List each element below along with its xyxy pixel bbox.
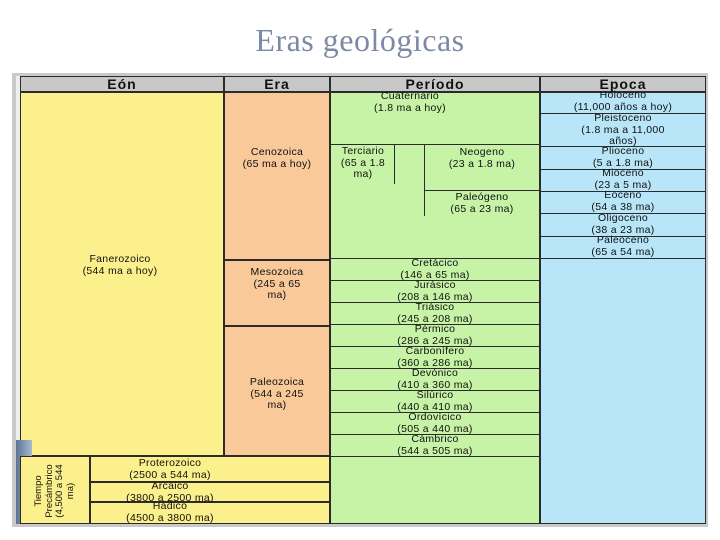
period-devonico-label: Devónico (410 a 360 ma) xyxy=(397,367,473,391)
era-arcaico-label: Arcaico (3800 a 2500 ma) xyxy=(126,480,214,504)
era-mesozoica-label: Mesozoica (245 a 65 ma) xyxy=(250,266,304,301)
line-paleoceno-bottom xyxy=(540,258,706,259)
header-epoca: Epoca xyxy=(540,76,706,92)
era-proterozoico-label: Proterozoico (2500 a 544 ma) xyxy=(129,457,211,481)
era-hadico-label: Hádico (4500 a 3800 ma) xyxy=(126,500,214,524)
period-permico-label: Pérmico (286 a 245 ma) xyxy=(397,323,473,347)
period-terciario-label: Terciario (65 a 1.8 ma) xyxy=(340,145,386,180)
epoch-holoceno-label: Holoceno (11,000 años a hoy) xyxy=(573,89,673,113)
period-carbonifero-label: Carbonífero (360 a 286 ma) xyxy=(397,345,473,369)
slide-title: Eras geológicas xyxy=(255,22,465,58)
line-terciario-split xyxy=(424,144,425,216)
era-paleozoica-label: Paleozoica (544 a 245 ma) xyxy=(249,376,305,411)
epoch-mioceno-label: Mioceno (23 a 5 ma) xyxy=(594,167,652,191)
epoch-oligoceno-label: Oligoceno (38 a 23 ma) xyxy=(591,212,655,236)
period-cretacico-label: Cretácico (146 a 65 ma) xyxy=(400,257,470,281)
period-triasico-label: Triásico (245 a 208 ma) xyxy=(397,301,473,325)
epoch-pleistoceno-label: Pleistoceno (1.8 ma a 11,000 años) xyxy=(581,112,665,147)
era-cenozoica-cell xyxy=(224,92,330,260)
header-periodo: Período xyxy=(330,76,540,92)
period-neogeno-label: Neogeno (23 a 1.8 ma) xyxy=(448,146,516,170)
period-cambrico-label: Cámbrico (544 a 505 ma) xyxy=(397,433,473,457)
header-era: Era xyxy=(224,76,330,92)
eon-precambrico-label: Tiempo Precámbrico (4,500 a 544 ma) xyxy=(33,464,76,518)
epoch-paleoceno-label: Paleoceno (65 a 54 ma) xyxy=(591,234,655,258)
eon-fanerozoico-label: Fanerozoico (544 ma a hoy) xyxy=(82,253,158,277)
era-cenozoica-label: Cenozoica (65 ma a hoy) xyxy=(242,146,312,170)
epoch-plioceno-label: Plioceno (5 a 1.8 ma) xyxy=(592,145,654,169)
epoch-eoceno-label: Eoceno (54 a 38 ma) xyxy=(591,189,655,213)
period-cuaternario-label: Cuaternario (1.8 ma a hoy) xyxy=(374,90,446,114)
period-jurasico-label: Jurásico (208 a 146 ma) xyxy=(397,279,473,303)
period-ordovicico-label: Ordovícico (505 a 440 ma) xyxy=(397,411,473,435)
line-terciario-inner xyxy=(394,144,395,184)
period-silurico-label: Silúrico (440 a 410 ma) xyxy=(397,389,473,413)
header-eon: Eón xyxy=(20,76,224,92)
period-paleogeno-label: Paleógeno (65 a 23 ma) xyxy=(450,191,514,215)
